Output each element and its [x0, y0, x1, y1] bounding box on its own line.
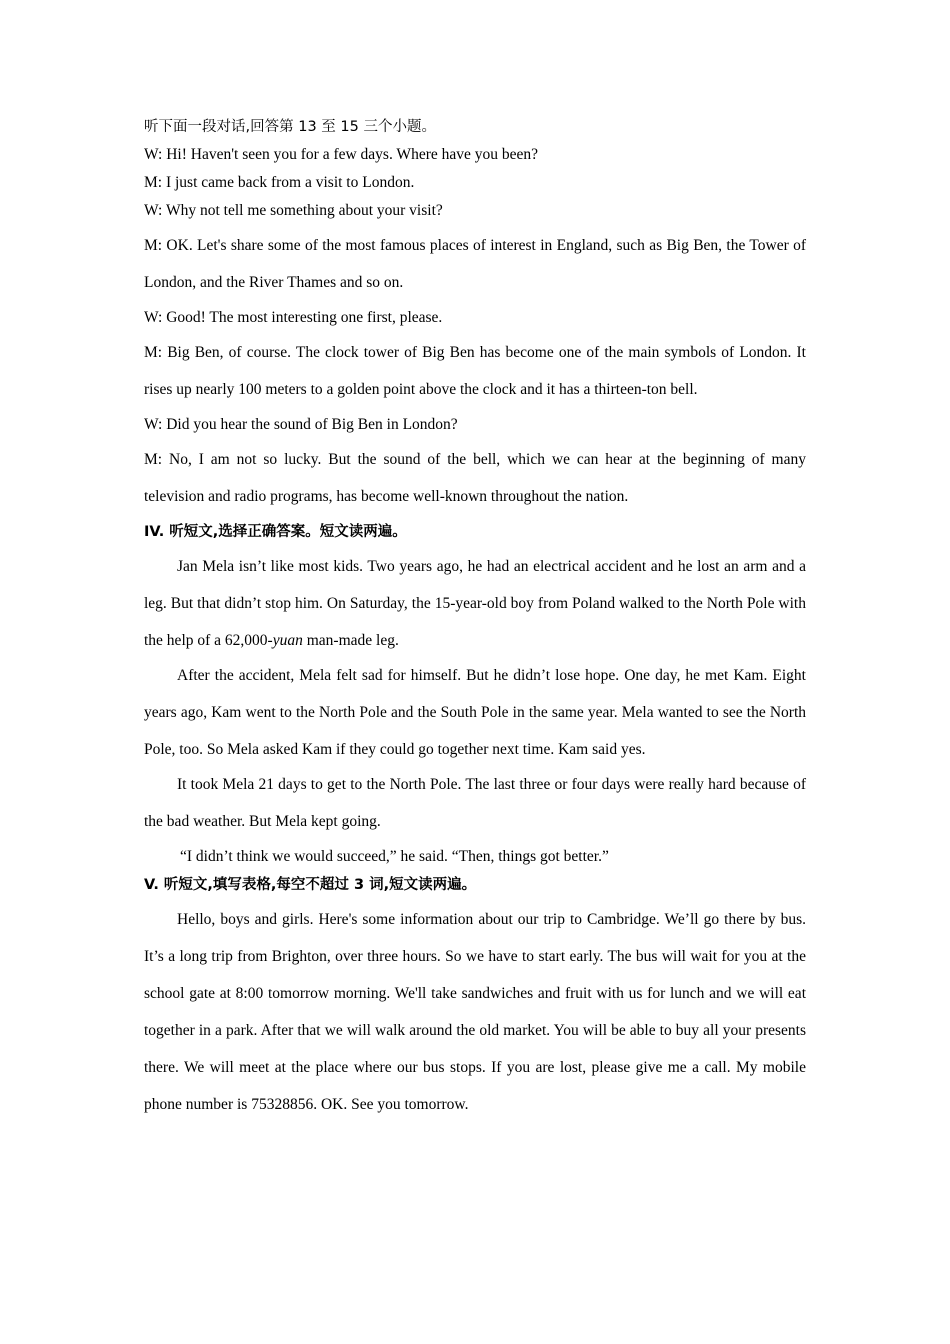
- passage-paragraph: After the accident, Mela felt sad for himself. But he didn’t lose hope. One day, he met Kam. Eight years ago, Kam went to the North Pole and the South Pole in the same year. Mela wanted to see the North Pole, too. So Mela asked Kam if they could go together next time. Kam said yes.: [144, 667, 806, 758]
- dialogue-line: W: Good! The most interesting one first, please.: [144, 309, 443, 326]
- dialogue-line: M: No, I am not so lucky. But the sound of the bell, which we can hear at the beginning of many television and radio programs, has become well-known throughout the nation.: [144, 451, 806, 505]
- passage-italic-word: yuan: [272, 632, 303, 649]
- section-iv-heading: IV. 听短文,选择正确答案。短文读两遍。: [144, 524, 407, 540]
- passage-text: Jan Mela isn’t like most kids. Two years ago, he had an electrical accident and he lost an arm and a leg. But that didn’t stop him. On Saturday, the 15-year-old boy from Poland walked to the North Pole with the help of a 62,000-: [144, 558, 806, 649]
- document-page: [144, 115, 806, 1123]
- dialogue-line: W: Why not tell me something about your visit?: [144, 202, 443, 219]
- dialogue-line: M: I just came back from a visit to London.: [144, 174, 415, 191]
- passage-paragraph: It took Mela 21 days to get to the North Pole. The last three or four days were really hard because of the bad weather. But Mela kept going.: [144, 776, 806, 830]
- section-v-heading: V. 听短文,填写表格,每空不超过 3 词,短文读两遍。: [144, 877, 477, 893]
- dialogue-line: M: OK. Let's share some of the most famous places of interest in England, such as Big Ben, the Tower of London, and the River Thames and so on.: [144, 237, 806, 291]
- section-iii-intro: 听下面一段对话,回答第 13 至 15 三个小题。: [144, 119, 436, 135]
- passage-paragraph: [144, 548, 806, 659]
- dialogue-line: M: Big Ben, of course. The clock tower of Big Ben has become one of the main symbols of London. It rises up nearly 100 meters to a golden point above the clock and it has a thirteen-ton bell.: [144, 344, 806, 398]
- dialogue-line: W: Hi! Haven't seen you for a few days. Where have you been?: [144, 146, 539, 163]
- passage-paragraph: “I didn’t think we would succeed,” he said. “Then, things got better.”: [180, 848, 609, 865]
- passage-paragraph: Hello, boys and girls. Here's some information about our trip to Cambridge. We’ll go there by bus. It’s a long trip from Brighton, over three hours. So we have to start early. The bus will wait for you at the school gate at 8:00 tomorrow morning. We'll take sandwiches and fruit with us for lunch and we will eat together in a park. After that we will walk around the old market. You will be able to buy all your presents there. We will meet at the place where our bus stops. If you are lost, please give me a call. My mobile phone number is 75328856. OK. See you tomorrow.: [144, 911, 806, 1113]
- dialogue-line: W: Did you hear the sound of Big Ben in London?: [144, 416, 458, 433]
- passage-text: man-made leg.: [302, 632, 399, 649]
